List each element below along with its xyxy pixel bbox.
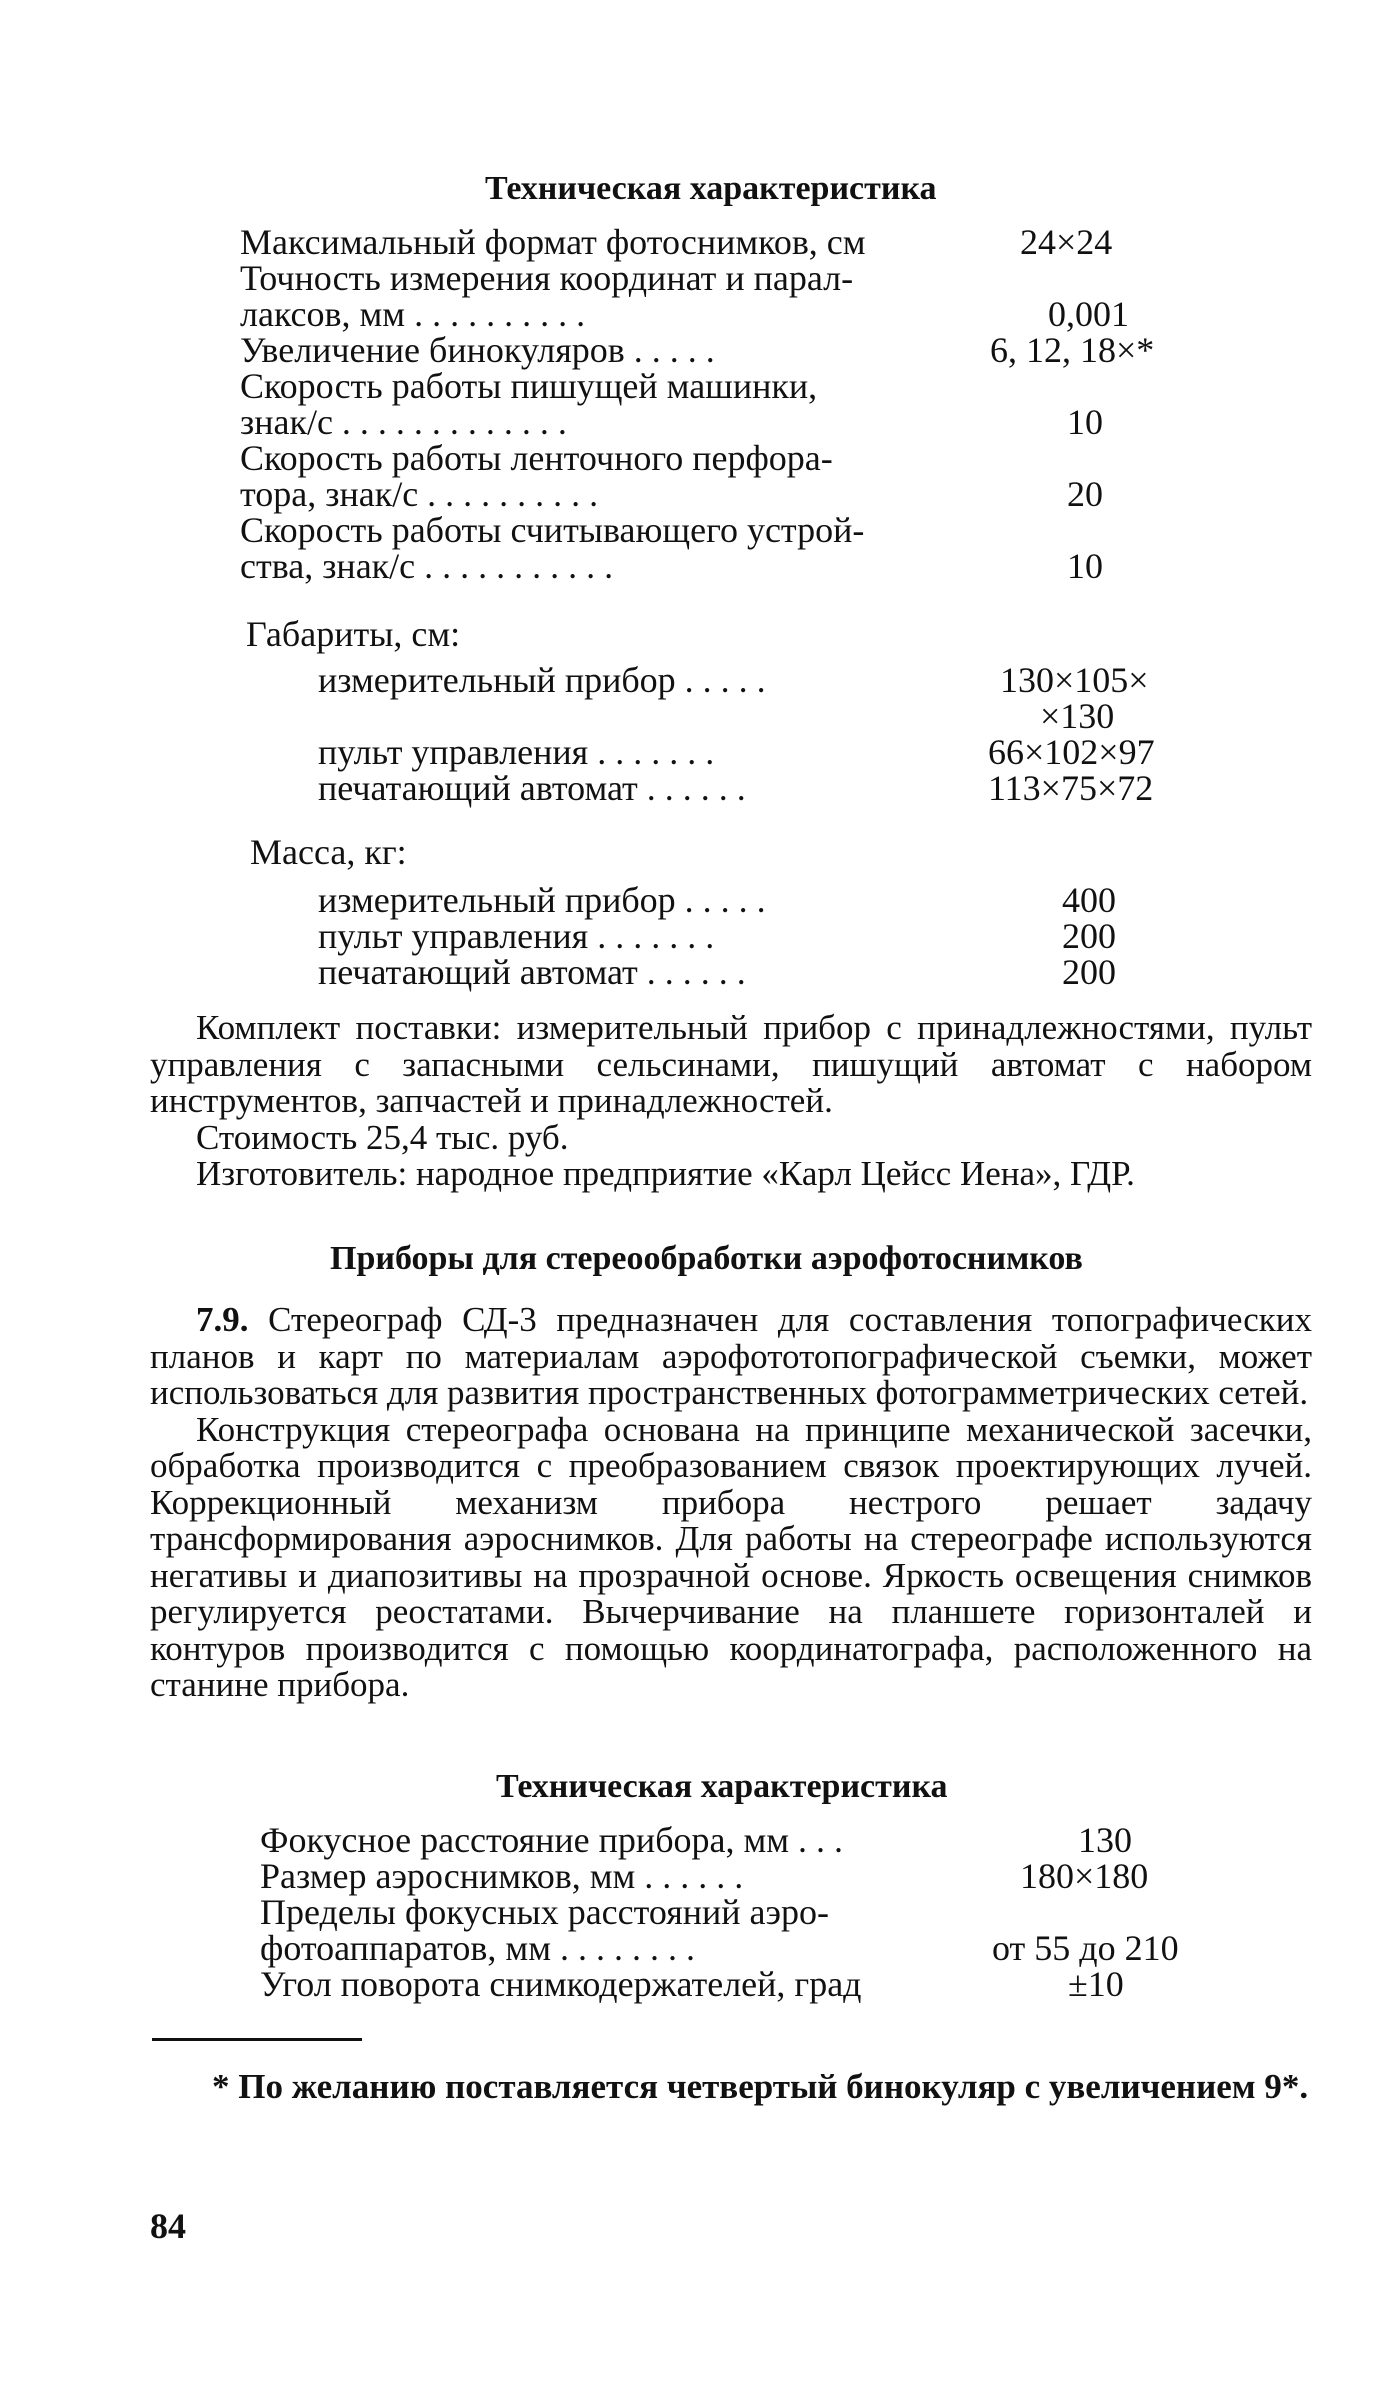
spec2-row: [260, 1858, 1220, 1894]
delivery-block: [150, 1010, 1312, 1193]
spec-label: Увеличение бинокуляров . . . . .: [240, 330, 715, 370]
paragraph-7-9: [150, 1302, 1312, 1704]
spec-value: 10: [1067, 546, 1103, 586]
spec-value: 0,001: [1048, 294, 1129, 334]
dims-title: Габариты, см:: [246, 614, 461, 654]
spec-label: Скорость работы считывающего устрой-: [240, 510, 865, 550]
spec2-table: [260, 1822, 1220, 2002]
spec2-row: [260, 1930, 1220, 1966]
dims-row: [240, 770, 1200, 806]
section-title: Приборы для стереообработки аэрофотоснимков: [330, 1240, 1083, 1277]
spec-label: Скорость работы пишущей машинки,: [240, 366, 818, 406]
spec-value: 200: [1062, 916, 1116, 956]
spec-value: 6, 12, 18×*: [990, 330, 1155, 370]
spec1-row: [240, 476, 1200, 512]
spec1-row: [240, 368, 1200, 404]
spec-label: пульт управления . . . . . . .: [318, 916, 715, 956]
spec-value: 10: [1067, 402, 1103, 442]
dims-row: [240, 734, 1200, 770]
dims-title-row: [240, 616, 1200, 652]
spec1-row: [240, 260, 1200, 296]
maker-text: Изготовитель: народное предприятие «Карл Цейсс Иена», ГДР.: [196, 1154, 1135, 1193]
spec-label: знак/с . . . . . . . . . . . . .: [240, 402, 567, 442]
spec1-row: [240, 224, 1200, 260]
spec-value: 20: [1067, 474, 1103, 514]
spec-label: Угол поворота снимкодержателей, град: [260, 1964, 862, 2004]
spec-value: 130×105×: [1000, 660, 1149, 700]
spec-label: Фокусное расстояние прибора, мм . . .: [260, 1820, 844, 1860]
spec-value: 400: [1062, 880, 1116, 920]
paragraph-body: Стереограф СД-3 предназначен для составления топографических планов и карт по материалам аэрофототопографической съемки, может использоваться для развития пространственных фотограмметрических сетей.: [150, 1300, 1313, 1412]
spec-label: Максимальный формат фотоснимков, см: [240, 222, 866, 262]
mass-title: Масса, кг:: [250, 832, 407, 872]
spec-value: 200: [1062, 952, 1116, 992]
spec-label: пульт управления . . . . . . .: [318, 732, 715, 772]
cost-text: Стоимость 25,4 тыс. руб.: [196, 1117, 569, 1157]
mass-row: [240, 918, 1200, 954]
footnote-divider: [152, 2038, 362, 2041]
spec-label: Размер аэроснимков, мм . . . . . .: [260, 1856, 744, 1896]
spec-label: печатающий автомат . . . . . .: [318, 768, 746, 808]
spec-label: Точность измерения координат и парал-: [240, 258, 854, 298]
spec-value: 180×180: [1020, 1856, 1149, 1896]
spec-label: фотоаппаратов, мм . . . . . . . .: [260, 1928, 695, 1968]
construction-paragraph: Конструкция стереографа основана на принципе механической засечки, обработка производится с преобразованием связок проектирующих лучей. Коррекционный механизм прибора нестрого решает задачу трансформирования аэроснимков. Для работы на стереографе используются негативы и диапозитивы на прозрачной основе. Яркость освещения снимков регулируется реостатами. Вычерчивание на планшете горизонталей и контуров производится с помощью координатографа, расположенного на станине прибора.: [150, 1409, 1312, 1704]
spec2-row: [260, 1822, 1220, 1858]
spec2-row: [260, 1894, 1220, 1930]
spec-value: ×130: [1040, 696, 1115, 736]
spec1-row: [240, 548, 1200, 584]
spec1-row: [240, 512, 1200, 548]
spec-label: Пределы фокусных расстояний аэро-: [260, 1892, 829, 1932]
spec1-row: [240, 440, 1200, 476]
footnote: * По желанию поставляется четвертый бинокуляр с увеличением 9*.: [212, 2067, 1309, 2106]
paragraph-number: 7.9.: [196, 1300, 249, 1339]
spec1-table: [240, 224, 1200, 990]
spec-value: 66×102×97: [988, 732, 1155, 772]
paragraph-7-9-text: [150, 1302, 1312, 1412]
spec-label: Скорость работы ленточного перфора-: [240, 438, 833, 478]
spec1-row: [240, 404, 1200, 440]
spec-label: ства, знак/с . . . . . . . . . . .: [240, 546, 614, 586]
dims-row: [240, 662, 1200, 698]
spec2-row: [260, 1966, 1220, 2002]
delivery-text: Комплект поставки: измерительный прибор с принадлежностями, пульт управления с запасными сельсинами, пишущий автомат с набором инструментов, запчастей и принадлежностей.: [150, 1008, 1312, 1120]
mass-row: [240, 882, 1200, 918]
spec-value: 113×75×72: [988, 768, 1154, 808]
mass-row: [240, 954, 1200, 990]
spec-label: измерительный прибор . . . . .: [318, 660, 766, 700]
spec-label: тора, знак/с . . . . . . . . . .: [240, 474, 599, 514]
spec1-title: Техническая характеристика: [485, 170, 937, 207]
spec1-row: [240, 296, 1200, 332]
spec1-row: [240, 332, 1200, 368]
mass-title-row: [240, 834, 1200, 870]
spec-value: 130: [1078, 1820, 1132, 1860]
spec-value: ±10: [1068, 1964, 1124, 2004]
spec-label: печатающий автомат . . . . . .: [318, 952, 746, 992]
spec-label: лаксов, мм . . . . . . . . . .: [240, 294, 586, 334]
dims-row: [240, 698, 1200, 734]
spec-value: от 55 до 210: [992, 1928, 1179, 1968]
spec2-title: Техническая характеристика: [496, 1768, 948, 1805]
spec-value: 24×24: [1020, 222, 1113, 262]
page-number: 84: [150, 2206, 186, 2246]
spec-label: измерительный прибор . . . . .: [318, 880, 766, 920]
